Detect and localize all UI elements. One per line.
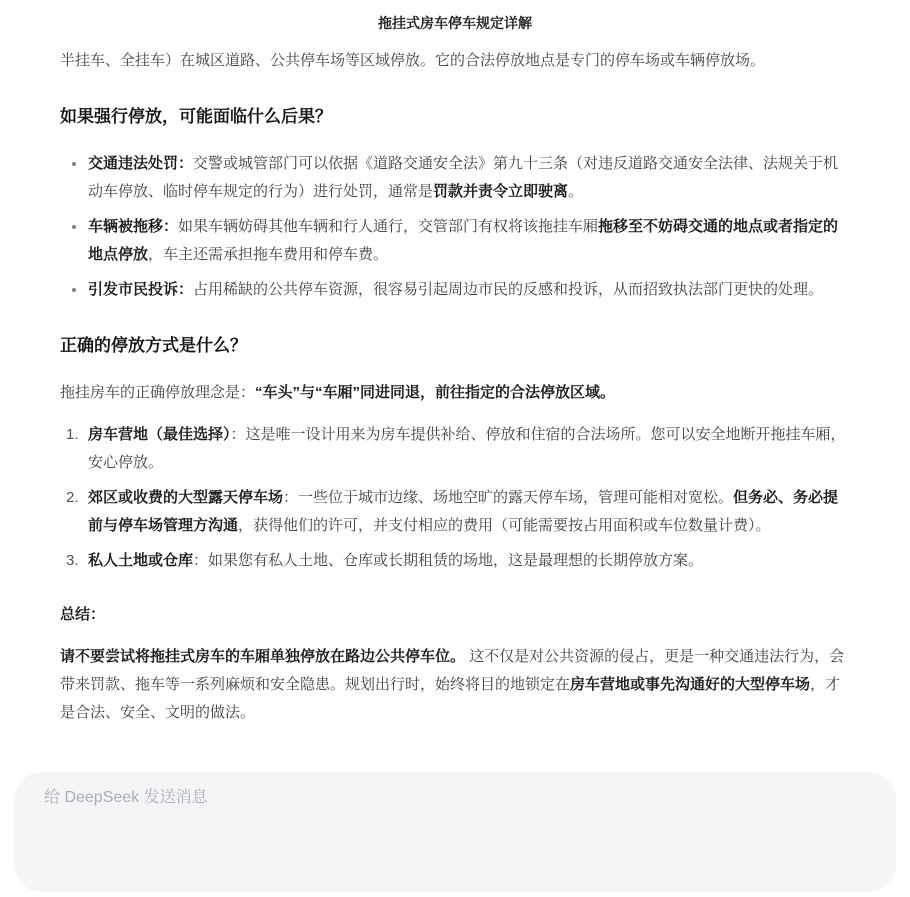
item-body: 如果您有私人土地、仓库或长期租赁的场地，这是最理想的长期停放方案。 <box>208 552 704 569</box>
assistant-message <box>0 47 910 727</box>
bullet-emphasis: 拖移至不妨碍交通的地点或者指定的地点停放 <box>88 218 839 263</box>
page-title: 拖挂式房车停车规定详解 <box>378 15 532 31</box>
bullet-tail: 。 <box>568 183 584 200</box>
item-colon: ： <box>230 426 246 443</box>
intro-continuation-paragraph: 半挂车、全挂车）在城区道路、公共停车场等区域停放。它的合法停放地点是专门的停车场或车辆停放场。 <box>60 52 766 69</box>
summary-tail: ，才是合法、安全、文明的做法。 <box>60 676 841 721</box>
consequences-list <box>60 150 850 304</box>
item-tail: ，获得他们的许可，并支付相应的费用（可能需要按占用面积或车位数量计费）。 <box>238 517 771 534</box>
list-item-complaints <box>88 276 850 304</box>
principle-lead: 拖挂房车的正确停放理念是： <box>60 384 256 401</box>
bullet-body: 占用稀缺的公共停车资源，很容易引起周边市民的反感和投诉，从而招致执法部门更快的处理。 <box>193 281 824 298</box>
summary-body: 这不仅是对公共资源的侵占，更是一种交通违法行为，会带来罚款、拖车等一系列麻烦和安全隐患。规划出行时，始终将目的地锁定在 <box>60 648 845 693</box>
summary-label <box>60 601 850 629</box>
item-lead: 郊区或收费的大型露天停车场 <box>88 489 284 506</box>
summary-label-text: 总结： <box>60 606 106 623</box>
principle-emphasis: “车头”与“车厢”同进同退，前往指定的合法停放区域。 <box>255 384 616 401</box>
bullet-body: 如果车辆妨碍其他车辆和行人通行，交管部门有权将该拖挂车厢 <box>178 218 599 235</box>
item-body: 一些位于城市边缘、场地空旷的露天停车场，管理可能相对宽松。 <box>298 489 734 506</box>
bullet-body: 交警或城管部门可以依据《道路交通安全法》第九十三条（对违反道路交通安全法律、法规关于机动车停放、临时停车规定的行为）进行处罚，通常是 <box>88 155 839 200</box>
summary-emphasis-tail: 房车营地或事先沟通好的大型停车场 <box>570 676 811 693</box>
bullet-emphasis: 罚款并责令立即驶离 <box>433 183 569 200</box>
item-colon: ： <box>193 552 209 569</box>
list-item-suburban-lot <box>88 484 850 540</box>
item-lead: 房车营地（最佳选择） <box>88 426 231 443</box>
section-heading-consequences: 如果强行停放，可能面临什么后果？ <box>60 107 332 126</box>
item-colon: ： <box>283 489 299 506</box>
summary-emphasis-lead: 请不要尝试将拖挂式房车的车厢单独停放在路边公共停车位。 <box>60 648 466 665</box>
summary-paragraph <box>60 643 850 727</box>
bullet-lead: 车辆被拖移： <box>88 218 179 235</box>
bullet-tail: ，车主还需承担拖车费用和停车费。 <box>148 246 389 263</box>
list-item-rv-camp <box>88 421 850 477</box>
chat-header <box>0 0 910 33</box>
item-body: 这是唯一设计用来为房车提供补给、停放和住宿的合法场所。您可以安全地断开拖挂车厢，安心停放。 <box>88 426 846 471</box>
message-composer[interactable] <box>14 772 896 892</box>
section-heading-correct-parking: 正确的停放方式是什么？ <box>60 336 247 355</box>
list-item-penalty <box>88 150 850 206</box>
parking-principle-paragraph <box>60 379 850 407</box>
item-lead: 私人土地或仓库 <box>88 552 194 569</box>
list-item-towed <box>88 213 850 269</box>
bullet-lead: 引发市民投诉： <box>88 281 194 298</box>
bullet-lead: 交通违法处罚： <box>88 155 194 172</box>
parking-options-list <box>60 421 850 575</box>
message-input[interactable] <box>14 772 896 892</box>
list-item-private-land <box>88 547 850 575</box>
item-emphasis: 但务必、务必提前与停车场管理方沟通 <box>88 489 839 534</box>
